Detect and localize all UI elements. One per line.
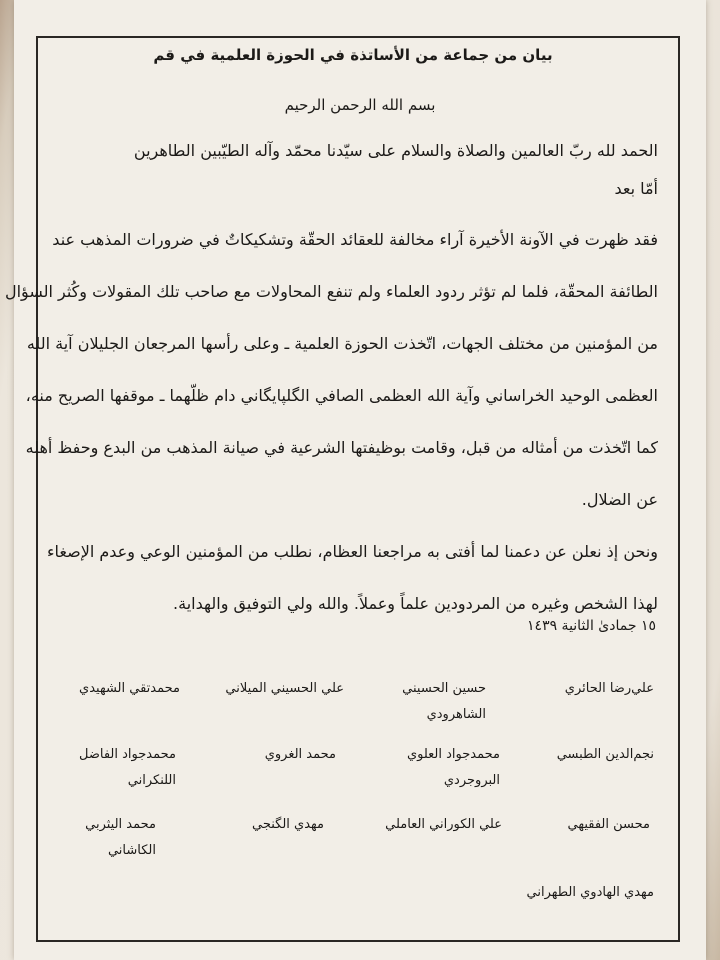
signatory <box>385 812 502 838</box>
statement-title: بيان من جماعة من الأساتذة في الحوزة العلمية في قم <box>153 46 553 64</box>
signatory <box>79 742 176 794</box>
basmala: بسم الله الرحمن الرحيم <box>284 96 436 114</box>
signatory-name-cont: البروجردي <box>443 773 500 788</box>
statement-date: ١٥ جمادیٰ الثانية ١٤٣٩ <box>527 618 656 634</box>
signatory-name-cont: الشاهرودي <box>426 707 486 722</box>
signatory-name: محمد الغروي <box>264 747 336 762</box>
body-line: الطائفة المحقّة، فلما لم تؤثر ردود العلماء ولم تنفع المحاولات مع صاحب تلك المقولات وكُثر السؤال <box>4 282 658 301</box>
body-line: عن الضلال. <box>581 490 658 509</box>
signatory <box>252 812 324 838</box>
greeting-paragraph <box>70 132 658 208</box>
signatory <box>402 676 486 728</box>
closing-paragraph <box>47 526 658 630</box>
signatory-name: علي‌رضا الحائري <box>564 681 654 696</box>
signatory <box>565 676 654 702</box>
signatory <box>568 812 650 838</box>
greeting-line: أمّا بعد <box>614 179 658 198</box>
signatory <box>407 742 500 794</box>
signatory-name: علي الكوراني العاملي <box>385 817 502 832</box>
signatory-name: محسن الفقيهي <box>567 817 650 832</box>
signatory-name: محمد اليثربي <box>85 817 156 832</box>
greeting-line: الحمد لله ربّ العالمين والصلاة والسلام على سيّدنا محمّد وآله الطيّبين الطاهرين <box>133 141 658 160</box>
body-line: كما اتّخذت من أمثاله من قبل، وقامت بوظيفتها الشرعية في صيانة المذهب من البدع وحفظ أهله <box>25 438 658 457</box>
signatory-name: محمدجواد العلوي <box>406 747 500 762</box>
signatory <box>79 676 180 702</box>
signatory <box>557 742 654 768</box>
signatory-name: نجم‌الدين الطبسي <box>556 747 654 762</box>
body-line: من المؤمنين من مختلف الجهات، اتّخذت الحوزة العلمية ـ وعلى رأسها المرجعان الجليلان آية الله <box>26 334 658 353</box>
signatory <box>85 812 156 864</box>
signatory-name: مهدي الگنجي <box>252 817 324 832</box>
signatory <box>265 742 336 768</box>
signatory-name-cont: اللنكراني <box>127 773 176 788</box>
closing-line: ونحن إذ نعلن عن دعمنا لما أفتى به مراجعنا العظام، نطلب من المؤمنين الوعي وعدم الإصغاء <box>47 542 658 561</box>
signatory-name: مهدي الهادوي الطهراني <box>526 885 654 900</box>
body-paragraph <box>4 214 658 526</box>
body-line: العظمى الوحيد الخراساني وآية الله العظمى الصافي الگلپايگاني دام ظلّهما ـ موقفها الصريح منه، <box>25 386 658 405</box>
signatory <box>225 676 344 702</box>
signatory-name: محمدتقي الشهيدي <box>79 681 180 696</box>
closing-line: لهذا الشخص وغيره من المردودين علماً وعملاً. والله ولي التوفيق والهداية. <box>173 594 658 613</box>
signatory-name: محمدجواد الفاضل <box>79 747 176 762</box>
signatory-name: علي الحسيني الميلاني <box>225 681 344 696</box>
signatory <box>527 880 654 906</box>
body-line: فقد ظهرت في الآونة الأخيرة آراء مخالفة للعقائد الحقّة وتشكيكاتٌ في ضرورات المذهب عند <box>52 230 658 249</box>
signatory-name-cont: الكاشاني <box>107 843 156 858</box>
signatory-name: حسين الحسيني <box>402 681 486 696</box>
